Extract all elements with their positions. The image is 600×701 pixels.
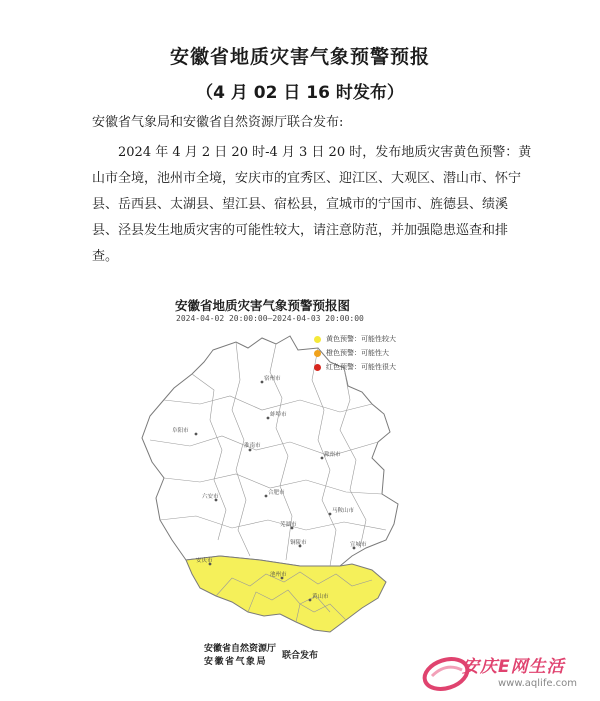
city-label: 淮南市 [244,443,261,449]
credit-natural-resources: 安徽省自然资源厅 [204,644,277,654]
city-label: 芜湖市 [280,522,297,528]
province-south-warning-region [186,556,386,632]
legend-label: 红色预警：可能性很大 [326,363,396,371]
watermark-text: 安庆E网生活 [462,657,565,677]
city-label: 六安市 [202,494,219,500]
legend-dot-orange [314,350,321,357]
legend-item-yellow [314,333,396,345]
watermark [418,646,598,700]
city-label: 滁州市 [324,452,341,458]
city-label: 池州市 [270,572,287,578]
city-label: 合肥市 [268,490,285,496]
city-dot [265,495,268,498]
credit-meteorology: 安徽省气象局 [204,657,268,667]
city-dot [321,457,324,460]
credit-joint-release: 联合发布 [282,651,319,661]
legend-dot-red [314,364,321,371]
map-title: 安徽省地质灾害气象预警预报图 [175,298,351,313]
city-label: 阜阳市 [172,428,189,434]
legend-label: 黄色预警：可能性较大 [326,335,396,343]
legend-label: 橙色预警：可能性大 [326,349,389,357]
document-title: 安徽省地质灾害气象预警预报 [169,46,430,68]
map-legend [314,333,396,375]
city-dot [309,599,312,602]
city-dot [267,417,270,420]
legend-dot-yellow [314,336,321,343]
city-label: 宣城市 [350,542,367,548]
city-label: 黄山市 [312,594,329,600]
city-dot [195,433,198,436]
warning-paragraph: 2024 年 4 月 2 日 20 时-4 月 3 日 20 时，发布地质灾害黄色预警：黄山市全境，池州市全境，安庆市的宜秀区、迎江区、大观区、潜山市、怀宁县、岳西县、太湖县、望江县、宿松县，宣城市的宁国市、旌德县、绩溪县、泾县发生地质灾害的可能性较大，请注意防范，并加强隐患巡查和排查。 [92,145,532,264]
watermark-url: www.aqlife.com [498,678,578,689]
document-subtitle: （4 月 02 日 16 时发布） [196,83,404,103]
city-dot [329,513,332,516]
city-label: 铜陵市 [290,540,307,546]
city-label: 宿州市 [264,376,281,382]
city-label: 蚌埠市 [270,412,287,418]
map-time-range: 2024-04-02 20:00:00—2024-04-03 20:00:00 [176,314,364,323]
city-dot [249,449,252,452]
city-label: 安庆市 [196,558,213,564]
intro-paragraph: 安徽省气象局和安徽省自然资源厅联合发布: [92,115,344,130]
city-dot [261,381,264,384]
legend-item-orange [314,347,396,359]
legend-item-red [314,361,396,373]
city-label: 马鞍山市 [332,508,355,514]
